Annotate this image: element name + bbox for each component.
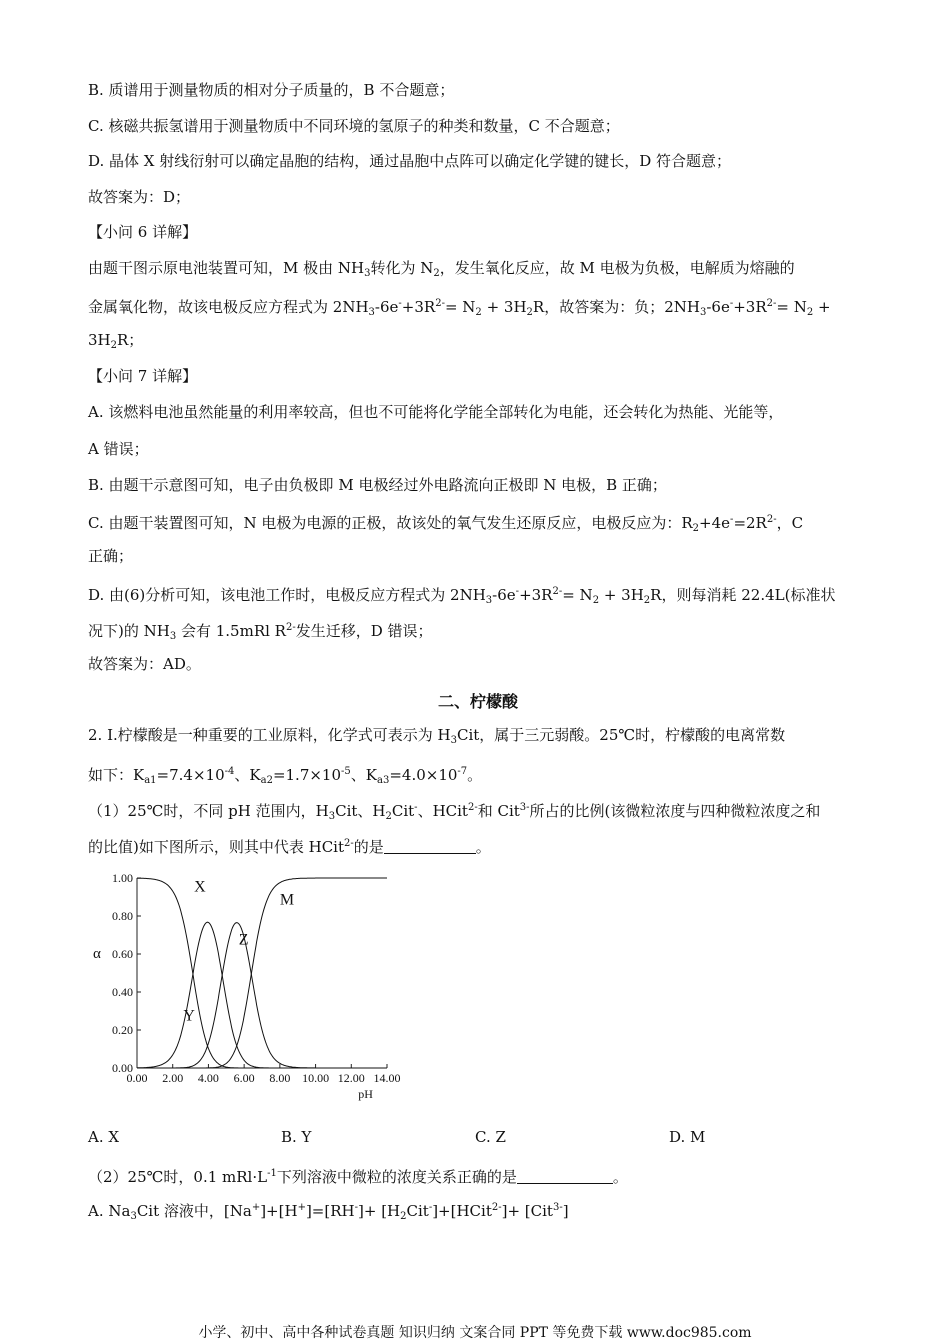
q2-stem: （2）25℃时，0.1 $mRl\cdot L^{-1}$下列溶液中微粒的浓度关系正确的是 。 [88,1168,628,1186]
answer-blank-2[interactable] [517,1169,613,1184]
page-footer: 小学、初中、高中各种试卷真题 知识归纳 文案合同 PPT 等免费下载 www.doc985.com [198,1325,752,1341]
series-label-y: Y [183,1007,195,1025]
x-tick-label: 4.00 [197,1071,219,1085]
q7-line-d2: 况下)的 $NH_3$ 会有 1.5mRl $R^{2-}$发生迁移，D 错误； [88,622,433,642]
distribution-chart [85,868,405,1108]
text-line-c: C. 核磁共振氢谱用于测量物质中不同环境的氢原子的种类和数量，C 不合题意； [88,117,620,135]
q7-line-c2: 正确； [88,547,134,565]
series-z-line [137,923,387,1068]
x-tick-label: 12.00 [337,1071,365,1085]
q7-line-b: B. 由题干示意图可知，电子由负极即 M 电极经过外电路流向正极即 N 电极，B 正确； [88,476,667,494]
p2-line-2: 如下：$K_{a1}=7.4\times 10^{-4}$、$K_{a2}=1.7\times 10^{-5}$、$K_{a3}=4.0\times 10^{-7}$。 [88,766,483,786]
x-tick-label: 14.00 [373,1071,401,1085]
x-tick-label: 8.00 [269,1071,291,1085]
q6-line-3: $3H_2R$； [88,331,144,351]
chart-axes [137,878,387,1068]
q7-heading: 【小问 7 详解】 [88,367,198,385]
series-label-x: X [194,878,206,896]
section-title: 二、柠檬酸 [437,692,518,711]
y-tick-label: 0.20 [112,1023,133,1037]
x-tick-label: 2.00 [162,1071,184,1085]
option-b: B. Y [281,1128,312,1146]
series-y-line [137,922,387,1068]
series-x-line [137,878,387,1068]
p2-line-3: （1）25℃时，不同 pH 范围内，$H_3Cit$、$H_2Cit^-$、HCit$^{2-}$和 Cit$^{3-}$所占的比例(该微粒浓度与四种微粒浓度之和 [88,802,821,822]
chart-text [93,871,401,1101]
q7-line-a2: A 错误； [88,440,149,458]
q2-option-a: A. $Na_3Cit$ 溶液中，$[Na^+]+[H^+]=[RH^-]+ [H_2Cit^-]+[HCit^{2-}]+ [Cit^{3-}]$ [88,1202,569,1222]
q6-line-1: 由题干图示原电池装置可知，M 极由 $NH_3$转化为 $N_2$，发生氧化反应，故 M 电极为负极，电解质为熔融的 [88,259,795,279]
y-tick-label: 1.00 [112,871,133,885]
p2-line-1: 2. Ⅰ.柠檬酸是一种重要的工业原料，化学式可表示为 $H_3Cit$，属于三元弱酸。25℃时，柠檬酸的电离常数 [88,726,786,746]
series-m-line [137,878,387,1068]
p2-line-4: 的比值)如下图所示，则其中代表 HCit$^{2-}$的是 。 [88,838,491,856]
q6-heading: 【小问 6 详解】 [88,223,198,241]
answer-blank[interactable] [384,839,476,854]
q7-line-d1: D. 由(6)分析可知，该电池工作时，电极反应方程式为 $2NH_3-6e^-+3R^{2-}= N_2 + 3H_2R$，则每消耗 22.4L(标准状 [88,586,836,606]
x-tick-label: 10.00 [302,1071,330,1085]
answer-line-1: 故答案为：D； [88,188,191,206]
q6-line-2: 金属氧化物，故该电极反应方程式为 $2NH_3-6e^-+3R^{2-}= N_2 + 3H_2R$，故答案为：负；$2NH_3-6e^-+3R^{2-}= N_2$ + [88,298,831,318]
q7-line-a1: A. 该燃料电池虽然能量的利用率较高，但也不可能将化学能全部转化为电能，还会转化为热能、光能等， [88,403,784,421]
y-tick-label: 0.80 [112,909,133,923]
q7-line-c1: C. 由题干装置图可知，N 电极为电源的正极，故该处的氧气发生还原反应，电极反应为：$R_2+4e^-=2R^{2-}$，C [88,514,804,534]
text-line-b: B. 质谱用于测量物质的相对分子质量的，B 不合题意； [88,81,455,99]
chart-series [137,878,387,1068]
answer-line-2: 故答案为：AD。 [88,655,201,673]
y-axis-label: α [93,946,101,962]
option-a: A. X [88,1128,120,1146]
text-line-d: D. 晶体 X 射线衍射可以确定晶胞的结构，通过晶胞中点阵可以确定化学键的键长，D 符合题意； [88,152,732,170]
series-label-z: Z [238,931,249,949]
x-tick-label: 0.00 [126,1071,148,1085]
x-axis-label: pH [358,1087,373,1101]
x-tick-label: 6.00 [233,1071,255,1085]
series-label-m: M [279,891,295,909]
y-tick-label: 0.40 [112,985,133,999]
y-tick-label: 0.00 [112,1061,133,1075]
y-tick-label: 0.60 [112,947,133,961]
option-c: C. Z [475,1128,506,1146]
option-d: D. M [669,1128,706,1146]
